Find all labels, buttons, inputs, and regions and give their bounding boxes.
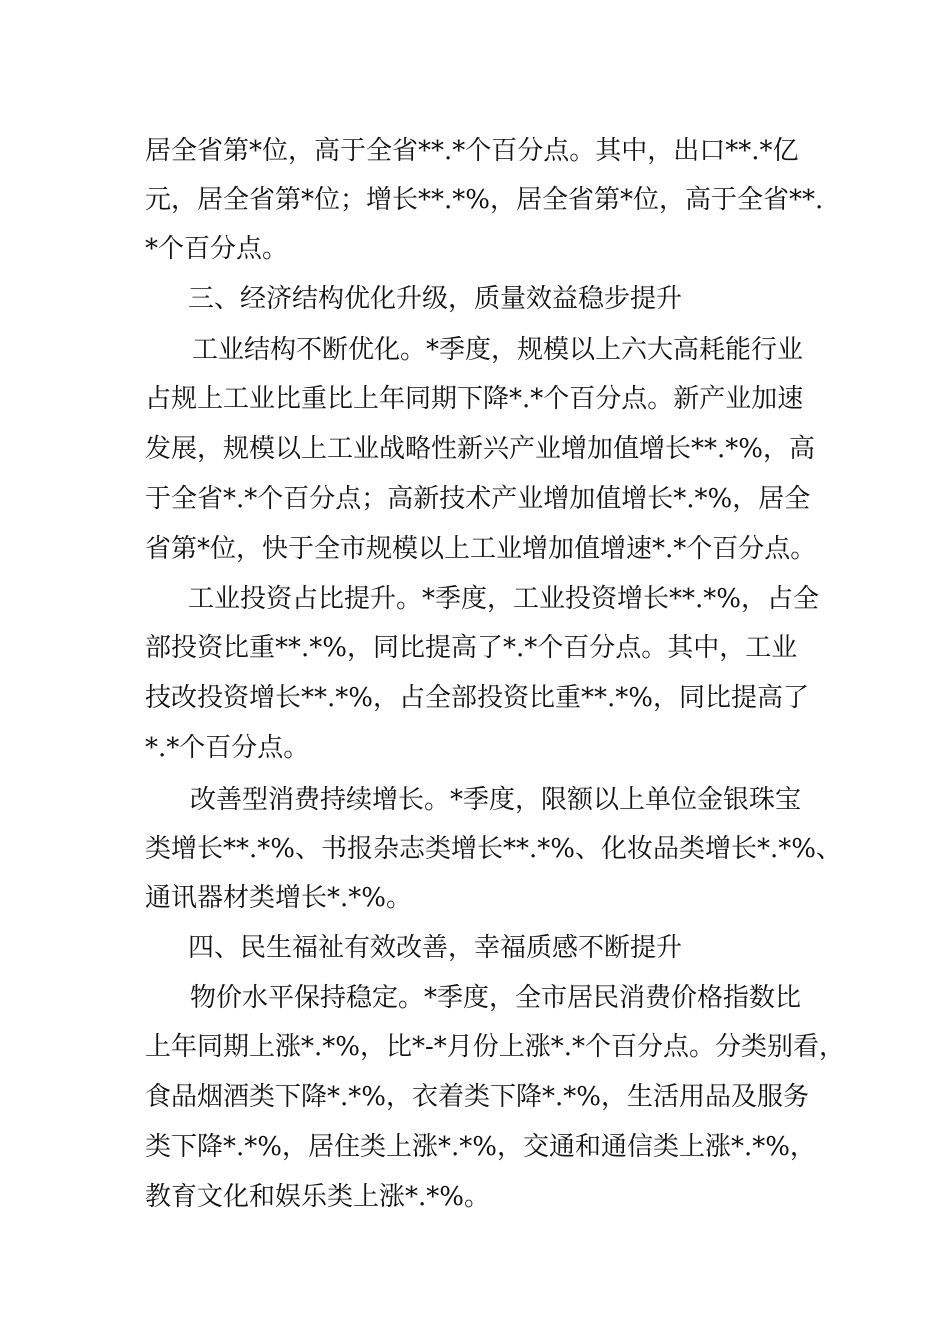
text-line-12: 技改投资增长**.*%，占全部投资比重**.*%，同比提高了 <box>145 683 809 713</box>
text-line-18: 物价水平保持稳定。*季度，全市居民消费价格指数比 <box>190 983 802 1013</box>
text-line-20: 食品烟酒类下降*.*%，衣着类下降*.*%，生活用品及服务 <box>145 1082 809 1112</box>
text-line-1: 居全省第*位，高于全省**.*个百分点。其中，出口**.*亿 <box>145 136 799 166</box>
text-line-5: 工业结构不断优化。*季度，规模以上六大高耗能行业 <box>192 335 804 365</box>
text-line-10: 工业投资占比提升。*季度，工业投资增长**.*%，占全 <box>188 584 819 614</box>
text-line-22: 教育文化和娱乐类上涨*.*%。 <box>145 1182 490 1212</box>
text-line-14: 改善型消费持续增长。*季度，限额以上单位金银珠宝 <box>190 785 802 815</box>
text-line-13: *.*个百分点。 <box>145 733 310 763</box>
text-line-19: 上年同期上涨*.*%，比*-*月份上涨*.*个百分点。分类别看， <box>145 1032 846 1062</box>
text-line-6: 占规上工业比重比上年同期下降*.*个百分点。新产业加速 <box>145 384 804 414</box>
text-line-11: 部投资比重**.*%，同比提高了*.*个百分点。其中，工业 <box>145 633 798 663</box>
text-line-3: *个百分点。 <box>145 234 289 264</box>
text-line-21: 类下降*.*%，居住类上涨*.*%，交通和通信类上涨*.*%， <box>145 1132 816 1162</box>
section-heading-4: 四、民生福祉有效改善，幸福质感不断提升 <box>188 933 683 963</box>
text-line-8: 于全省*.*个百分点；高新技术产业增加值增长*.*%，居全 <box>145 484 811 514</box>
section-heading-3: 三、经济结构优化升级，质量效益稳步提升 <box>188 284 683 314</box>
text-line-7: 发展，规模以上工业战略性新兴产业增加值增长**.*%，高 <box>145 434 815 464</box>
text-line-2: 元，居全省第*位；增长**.*%，居全省第*位，高于全省**. <box>145 185 824 215</box>
text-line-15: 类增长**.*%、书报杂志类增长**.*%、化妆品类增长*.*%、 <box>145 834 842 864</box>
text-line-16: 通讯器材类增长*.*%。 <box>145 883 412 913</box>
text-line-9: 省第*位，快于全市规模以上工业增加值增速*.*个百分点。 <box>145 534 817 564</box>
